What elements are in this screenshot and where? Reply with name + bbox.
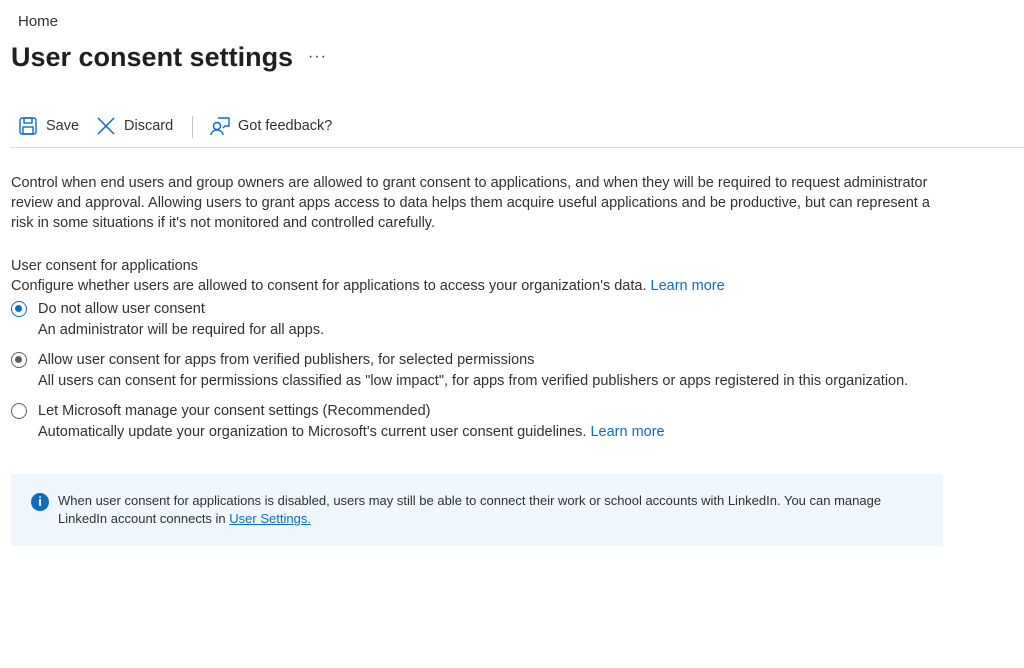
- page-title: User consent settings: [11, 42, 294, 72]
- feedback-label: Got feedback?: [238, 118, 333, 134]
- option-label: Let Microsoft manage your consent settings (Recommended): [38, 403, 431, 419]
- feedback-icon: [210, 116, 230, 136]
- toolbar-divider-line: [10, 147, 1024, 148]
- option-do-not-allow[interactable]: [11, 299, 324, 341]
- radio-verified-publishers[interactable]: [11, 352, 27, 368]
- radio-do-not-allow[interactable]: [11, 301, 27, 317]
- info-icon: i: [31, 493, 49, 511]
- discard-button[interactable]: [96, 116, 173, 136]
- option-desc: An administrator will be required for all apps.: [38, 322, 325, 338]
- option-verified-publishers[interactable]: [11, 350, 908, 392]
- learn-more-link[interactable]: Learn more: [650, 278, 725, 294]
- save-label: Save: [46, 118, 80, 134]
- save-icon: [18, 116, 38, 136]
- section-title: User consent for applications: [11, 258, 198, 274]
- discard-label: Discard: [124, 118, 174, 134]
- close-icon: [96, 116, 116, 136]
- page-description: Control when end users and group owners are allowed to grant consent to applications, and when they will be required to request administrator review and approval. Allowing users to grant apps access to data helps them acquire useful applications and be productive, but can represent a risk in some situations if it's not monitored and controlled carefully.: [11, 175, 930, 231]
- learn-more-link-2[interactable]: Learn more: [590, 424, 665, 440]
- more-options-button[interactable]: ···: [308, 48, 327, 65]
- section-subtitle: Configure whether users are allowed to consent for applications to access your organization's data.: [11, 278, 647, 294]
- breadcrumb-home[interactable]: Home: [18, 13, 59, 30]
- feedback-button[interactable]: [210, 116, 332, 136]
- info-text: When user consent for applications is disabled, users may still be able to connect their work or school accounts with LinkedIn. You can manage LinkedIn account connects in: [58, 493, 882, 526]
- option-label: Allow user consent for apps from verified publishers, for selected permissions: [38, 352, 535, 368]
- option-label: Do not allow user consent: [38, 301, 205, 317]
- option-microsoft-managed[interactable]: [11, 401, 665, 443]
- radio-microsoft-managed[interactable]: [11, 403, 27, 419]
- info-banner: [11, 474, 943, 546]
- consent-section: [11, 256, 725, 296]
- option-desc: Automatically update your organization to Microsoft's current user consent guidelines.: [38, 424, 587, 440]
- toolbar-divider: [192, 116, 193, 138]
- user-settings-link[interactable]: User Settings.: [229, 511, 311, 526]
- save-button[interactable]: [18, 116, 79, 136]
- option-desc: All users can consent for permissions classified as "low impact", for apps from verified publishers or apps registered in this organization.: [38, 373, 909, 389]
